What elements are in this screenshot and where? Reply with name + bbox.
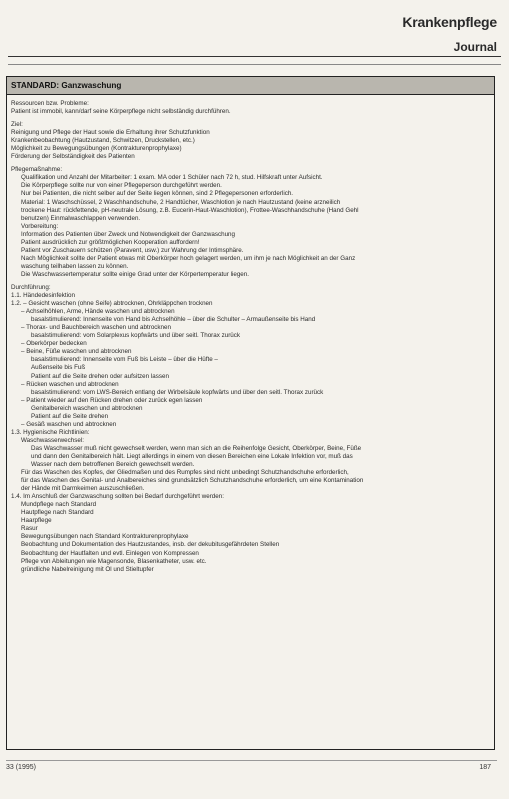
text-line: Möglichkeit zu Bewegungsübungen (Kontrakturenprophylaxe) <box>11 145 182 153</box>
text-line: basalstimulierend: vom LWS-Bereich entlang der Wirbelsäule kopfwärts und über den seitl. Thorax zurück <box>31 388 324 396</box>
page-number: 187 <box>479 764 491 771</box>
text-line: Rasur <box>21 525 38 533</box>
text-line: Patient auf die Seite drehen <box>31 412 109 420</box>
text-line: Pflege von Ableitungen wie Magensonde, Blasenkatheter, usw. etc. <box>21 557 207 565</box>
text-line: 1.2. – Gesicht waschen (ohne Seife) abtrocknen, Ohrkläppchen trocknen <box>11 300 213 308</box>
text-line: – Gesäß waschen und abtrocknen <box>21 420 117 428</box>
journal-subtitle: Journal <box>453 40 497 54</box>
text-line: Nach Möglichkeit sollte der Patient etwas mit Oberkörper hoch gelagert werden, um ihm je nach Möglichkeit an der Ganz <box>21 254 356 262</box>
text-line: – Rücken waschen und abtrocknen <box>21 380 119 388</box>
text-line: Qualifikation und Anzahl der Mitarbeiter: 1 exam. MA oder 1 Schüler nach 72 h, stud. Hilfskraft unter Aufsicht. <box>21 174 323 182</box>
issue-label: 33 (1995) <box>6 764 36 771</box>
text-line: der Hände mit Darmkeimen auszuschließen. <box>21 485 145 493</box>
standard-content <box>7 95 494 574</box>
text-line: – Patient wieder auf den Rücken drehen oder zurück egen lassen <box>21 396 203 404</box>
text-line: Haarpflege <box>21 517 52 525</box>
text-line: Patient vor Zuschauern schützen (Paravent, usw.) zur Wahrung der Intimsphäre. <box>21 246 244 254</box>
text-line: Genitalbereich waschen und abtrocknen <box>31 404 143 412</box>
text-line: Vorbereitung: <box>21 222 59 230</box>
text-line: Mundpflege nach Standard <box>21 501 97 509</box>
text-line: Waschwasserwechsel: <box>21 436 84 444</box>
text-line: – Beine, Füße waschen und abtrocknen <box>21 348 132 356</box>
text-line: Durchführung: <box>11 283 51 291</box>
text-line: – Achselhöhlen, Arme, Hände waschen und abtrocknen <box>21 308 175 316</box>
footer-divider <box>6 760 497 761</box>
text-line: Patient auf die Seite drehen oder aufsitzen lassen <box>31 372 169 380</box>
text-line: 1.4. Im Anschluß der Ganzwaschung sollten bei Bedarf durchgeführt werden: <box>11 493 224 501</box>
text-line: Patient ausdrücklich zur größtmöglichen Kooperation auffordern! <box>21 238 200 246</box>
text-line: Die Körperpflege sollte nur von einer Pflegeperson durchgeführt werden. <box>21 182 222 190</box>
text-line: Bewegungsübungen nach Standard Kontrakturenprophylaxe <box>21 533 189 541</box>
text-line: basalstimulierend: Innenseite von Hand bis Achselhöhle – über die Schulter – Armaußenseite bis Hand <box>31 316 316 324</box>
text-line: Hautpflege nach Standard <box>21 509 94 517</box>
text-line: Krankenbeobachtung (Hautzustand, Schwitzen, Druckstellen, etc.) <box>11 137 195 145</box>
header-divider-thin <box>8 64 501 65</box>
text-line: für das Waschen des Genital- und Analbereiches sind grundsätzlich Schutzhandschuhe erforderlich, um eine Kontamination <box>21 477 364 485</box>
journal-title: Krankenpflege <box>402 14 497 30</box>
text-line: Ziel: <box>11 121 23 129</box>
text-line: Beobachtung der Hautfalten und evtl. Einlegen von Kompressen <box>21 549 199 557</box>
text-line: Für das Waschen des Kopfes, der Gliedmaßen und des Rumpfes sind nicht unbedingt Schutzhandschuhe erforderlich, <box>21 469 349 477</box>
standard-box <box>6 76 495 750</box>
text-line: – Oberkörper bedecken <box>21 340 87 348</box>
text-line: Information des Patienten über Zweck und Notwendigkeit der Ganzwaschung <box>21 230 236 238</box>
text-line: Ressourcen bzw. Probleme: <box>11 100 89 107</box>
text-line: Außenseite bis Fuß <box>31 364 86 372</box>
text-line: Förderung der Selbständigkeit des Patienten <box>11 153 135 161</box>
text-line: waschung teilhaben lassen zu können. <box>21 262 129 270</box>
text-line: 1.3. Hygienische Richtlinien: <box>11 428 90 436</box>
text-line: Beobachtung und Dokumentation des Hautzustandes, insb. der dekubitusgefährdeten Stellen <box>21 541 280 549</box>
text-line: Das Waschwasser muß nicht gewechselt werden, wenn man sich an die Reihenfolge Gesicht, Oberkörper, Beine, Füße <box>31 444 362 452</box>
text-line: basalstimulierend: Innenseite vom Fuß bis Leiste – über die Hüfte – <box>31 356 218 364</box>
header-divider <box>8 56 501 57</box>
text-line: Material: 1 Waschschüssel, 2 Waschhandschuhe, 2 Handtücher, Waschlotion je nach Hautzustand (keine arzneilich <box>21 198 341 206</box>
text-line: und dann den Genitalbereich hält. Liegt allerdings in einem von diesen Bereichen eine Lokale Infektion vor, muß das <box>31 452 353 460</box>
text-line: trockene Haut: rückfettende, pH-neutrale Lösung, z.B. Eucerin-Haut-Waschlotion), Frottee-Waschhandschuhe (Hand Gehl <box>21 206 359 214</box>
standard-heading: STANDARD: Ganzwaschung <box>7 77 494 95</box>
text-line: gründliche Nabelreinigung mit Öl und Stieltupfer <box>21 565 154 573</box>
text-line: Nur bei Patienten, die nicht selber auf der Seite liegen können, sind 2 Pflegepersonen erforderlich. <box>21 190 294 198</box>
text-line: Wasser nach dem betroffenen Bereich gewechselt werden. <box>31 461 195 469</box>
text-line: – Thorax- und Bauchbereich waschen und abtrocknen <box>21 324 171 332</box>
text-line: 1.1. Händedesinfektion <box>11 292 75 300</box>
text-line: basalstimulierend: vom Solarplexus kopfwärts und über seitl. Thorax zurück <box>31 332 241 340</box>
text-line: benutzen) Einmalwaschlappen verwenden. <box>21 214 141 222</box>
text-line: Pflegemaßnahme: <box>11 166 63 174</box>
text-line: Patient ist immobil, kann/darf seine Körperpflege nicht selbständig durchführen. <box>11 108 231 116</box>
text-line: Die Waschwassertemperatur sollte einige Grad unter der Körpertemperatur liegen. <box>21 270 249 278</box>
text-line: Reinigung und Pflege der Haut sowie die Erhaltung ihrer Schutzfunktion <box>11 129 210 137</box>
